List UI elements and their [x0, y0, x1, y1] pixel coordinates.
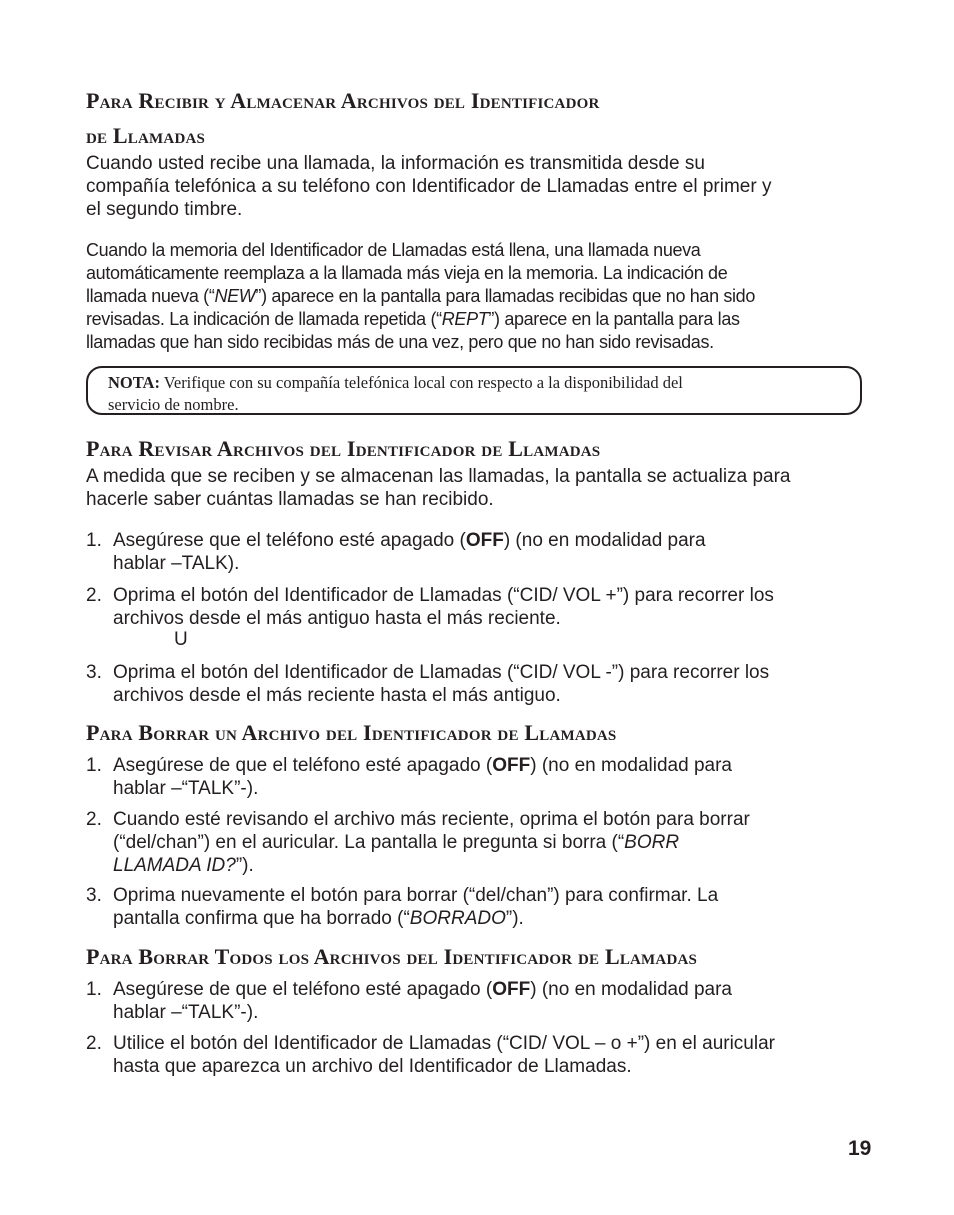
off-label: OFF [465, 530, 504, 551]
manual-page: Para Recibir y Almacenar Archivos del Identificador de Llamadas Cuando usted recibe una llamada, la información es transmitida desde su compañía telefónica a su teléfono con Identificador de Llamadas entre el primer y el segundo timbre. Cuando la memoria del Identificador de Llamadas está llena, una llamada nueva automáticamente reemplaza a la llamada más vieja en la memoria. La indicación de llamada nueva (“NEW”) aparece en la pantalla para llamadas recibidas que no han sido revisadas. La indicación de llamada repetida (“REPT”) aparece en la pantalla para las llamadas que han sido recibidas más de una vez, pero que no han sido revisadas. NOTA: Verifique con su compañía telefónica local con respecto a la disponibilidad del servicio de nombre. Para Revisar Archivos del Identificador de Llamadas A medida que se reciben y se almacenan las llamadas, la pantalla se actualiza para hacerle saber cuántas llamadas se han recibido. 1. Asegúrese que el teléfono esté apagado (OFF) (no en modalidad para hablar –TALK). 2. Oprima el botón del Identificador de Llamadas (“CID/ VOL +”) para recorrer los archivos desde el más antiguo hasta el más reciente. U 3. Oprima el botón del Identificador de Llamadas (“CID/ VOL -”) para recorrer los archivos desde el más reciente hasta el más antiguo. Para Borrar un Archivo del Identificador de Llamadas 1. Asegúrese de que el teléfono esté apagado (OFF) (no en modalidad para hablar –“TALK”-). 2. Cuando esté revisando el archivo más reciente, oprima el botón para borrar (“del/chan”) en el auricular. La pantalla le pregunta si borra (“BORR LLAMADA ID?”). 3. Oprima nuevamente el botón para borrar (“del/chan”) para confirmar. La pantalla confirma que ha borrado (“BORRADO”). Para Borrar Todos los Archivos del Identificador de Llamadas 1. Asegúrese de que el teléfono esté apagado (OFF) (no en modalidad para hablar –“TALK”-). 2. Utilice el botón del Identificador de Llamadas (“CID/ VOL – o +”) en el auricular hasta que aparezca un archivo del Identificador de Llamadas. 19 [0, 0, 954, 1215]
section-title-borrar-todos: Para Borrar Todos los Archivos del Identificador de Llamadas [86, 944, 698, 969]
borrado-indicator-text: BORRADO [409, 908, 506, 929]
section-title-recibir-line2: de Llamadas [86, 123, 206, 148]
paragraph-revisar-intro [86, 465, 876, 511]
page-number: 19 [848, 1137, 872, 1160]
text-line: A medida que se reciben y se almacenan las llamadas, la pantalla se actualiza para [86, 466, 791, 487]
list-number: 2. [86, 585, 102, 606]
note-box [86, 366, 862, 415]
section-title-recibir: Para Recibir y Almacenar Archivos del Identificador [86, 88, 600, 113]
section-title-revisar: Para Revisar Archivos del Identificador de Llamadas [86, 436, 601, 461]
text-line: compañía telefónica a su teléfono con Identificador de Llamadas entre el primer y [86, 176, 772, 197]
note-label: NOTA: [108, 373, 160, 392]
borr-indicator-text: BORR [624, 832, 680, 853]
rept-indicator-text: REPT [441, 309, 489, 329]
text-line: Cuando usted recibe una llamada, la información es transmitida desde su [86, 153, 705, 174]
text-line: llamada nueva (“NEW”) aparece en la pantalla para llamadas recibidas que no han sido [86, 286, 756, 306]
list-number: 1. [86, 530, 102, 551]
text-line: revisadas. La indicación de llamada repetida (“REPT”) aparece en la pantalla para las [86, 309, 740, 329]
text-line: el segundo timbre. [86, 199, 243, 220]
note-text: Verifique con su compañía telefónica local con respecto a la disponibilidad del [159, 373, 683, 392]
paragraph-recibir-2 [86, 239, 876, 354]
note-text-line2: servicio de nombre. [108, 395, 239, 414]
list-number: 1. [86, 979, 102, 1000]
stray-character: U [174, 629, 188, 650]
off-label: OFF [492, 979, 531, 1000]
llamada-id-text: LLAMADA ID? [113, 855, 236, 876]
text-line: hacerle saber cuántas llamadas se han recibido. [86, 489, 494, 510]
paragraph-recibir-1 [86, 152, 876, 221]
off-label: OFF [492, 755, 531, 776]
list-number: 2. [86, 1033, 102, 1054]
list-number: 3. [86, 885, 102, 906]
text-line: automáticamente reemplaza a la llamada más vieja en la memoria. La indicación de [86, 263, 728, 283]
list-number: 2. [86, 809, 102, 830]
text-line: llamadas que han sido recibidas más de una vez, pero que no han sido revisadas. [86, 332, 714, 352]
text-line: Cuando la memoria del Identificador de Llamadas está llena, una llamada nueva [86, 240, 701, 260]
section-title-borrar-archivo: Para Borrar un Archivo del Identificador de Llamadas [86, 720, 617, 745]
list-number: 1. [86, 755, 102, 776]
list-number: 3. [86, 662, 102, 683]
new-indicator-text: NEW [214, 286, 256, 306]
